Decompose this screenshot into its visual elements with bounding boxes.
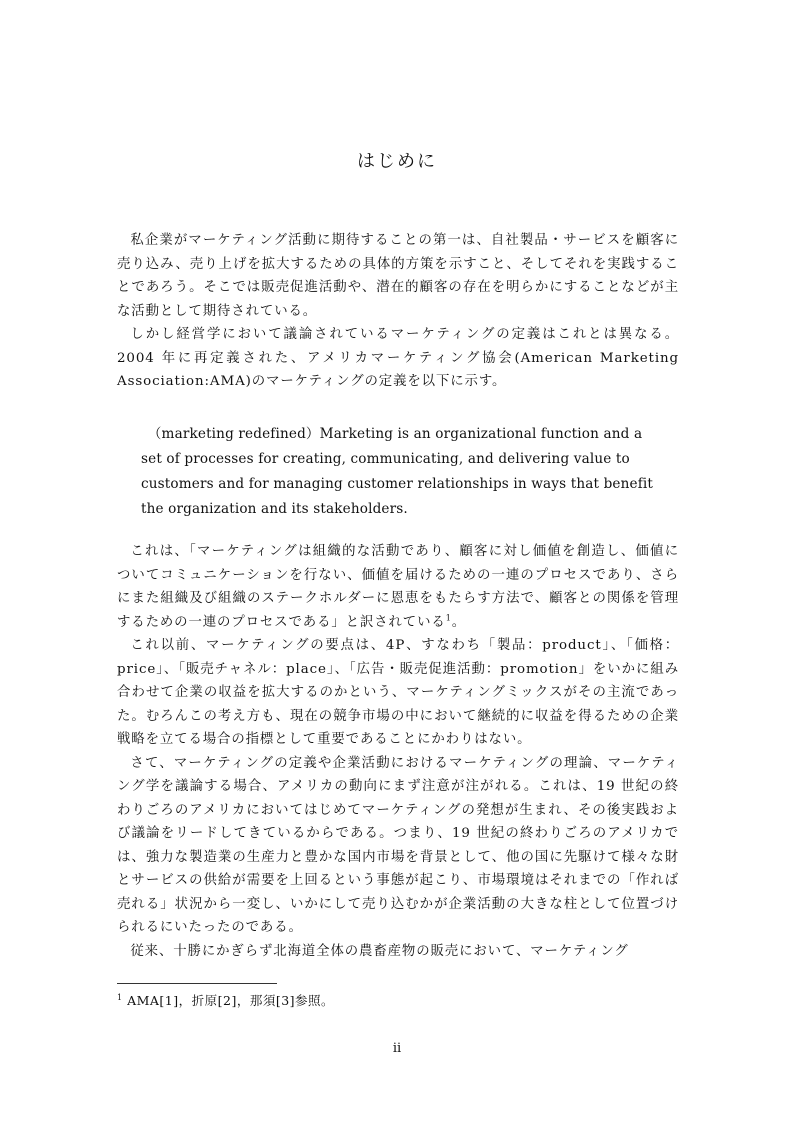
footnote-text: AMA[1]，折原[2]，那須[3]参照。 [127, 993, 335, 1008]
page-number: ii [392, 1041, 402, 1056]
intro-section [117, 229, 679, 394]
quote-text: （marketing redefined）Marketing is an organizational function and a set of processes for creating, communicating, and delivering value to customers and for managing customer relationships in ways that benefit the organization and its stakeholders. [141, 426, 654, 517]
main-paragraph-1-end: 。 [451, 614, 466, 630]
footnote-marker: 1 [117, 992, 123, 1002]
main-section [117, 540, 679, 963]
main-paragraph-4: 従来、十勝にかぎらず北海道全体の農畜産物の販売において、マーケティング [130, 943, 629, 959]
page-title: はじめに [357, 151, 437, 172]
main-paragraph-1-text: これは、「マーケティングは組織的な活動であり、顧客に対し価値を創造し、価値についてコミュニケーションを行ない、価値を届けるための一連のプロセスであり、さらにまた組織及び組織のステークホルダーに恩恵をもたらす方法で、顧客との関係を管理するための一連のプロセスである」と訳されている [117, 544, 679, 630]
intro-paragraph-2: しかし経営学において議論されているマーケティングの定義はこれとは異なる。2004 年に再定義された、アメリカマーケティング協会(American Marketing Association:AMA)のマーケティングの定義を以下に示す。 [117, 327, 679, 389]
main-paragraph-2: これ以前、マーケティングの要点は、4P、すなわち「製品：product」、「価格：price」、「販売チャネル：place」、「広告・販売促進活動：promotion」をいかに組み合わせて企業の収益を拡大するのかという、マーケティングミックスがその主流であった。むろんこの考え方も、現在の競争市場の中において継続的に収益を得るための企業戦略を立てる場合の指標として重要であることにかわりはない。 [117, 638, 679, 747]
intro-paragraph-1: 私企業がマーケティング活動に期待することの第一は、自社製品・サービスを顧客に売り込み、売り上げを拡大するための具体的方策を示すこと、そしてそれを実践することであろう。そこでは販売促進活動や、潜在的顧客の存在を明らかにすることなどが主な活動として期待されている。 [117, 233, 679, 319]
footnote [117, 991, 334, 1009]
main-paragraph-1 [117, 540, 679, 634]
block-quote [141, 422, 661, 522]
footnote-divider [117, 983, 277, 984]
main-paragraph-3: さて、マーケティングの定義や企業活動におけるマーケティングの理論、マーケティング学を議論する場合、アメリカの動向にまず注意が注がれる。これは、19 世紀の終わりごろのアメリカにおいてはじめてマーケティングの発想が生まれ、その後実践および議論をリードしてきているからである。つまり、19 世紀の終わりごろのアメリカでは、強力な製造業の生産力と豊かな国内市場を背景として、他の国に先駆けて様々な財とサービスの供給が需要を上回るという事態が起こり、市場環境はそれまでの「作れば売れる」状況から一変し、いかにして売り込むかが企業活動の大きな柱として位置づけられるにいたったのである。 [117, 755, 679, 935]
footnote-reference[interactable]: 1 [445, 613, 452, 623]
